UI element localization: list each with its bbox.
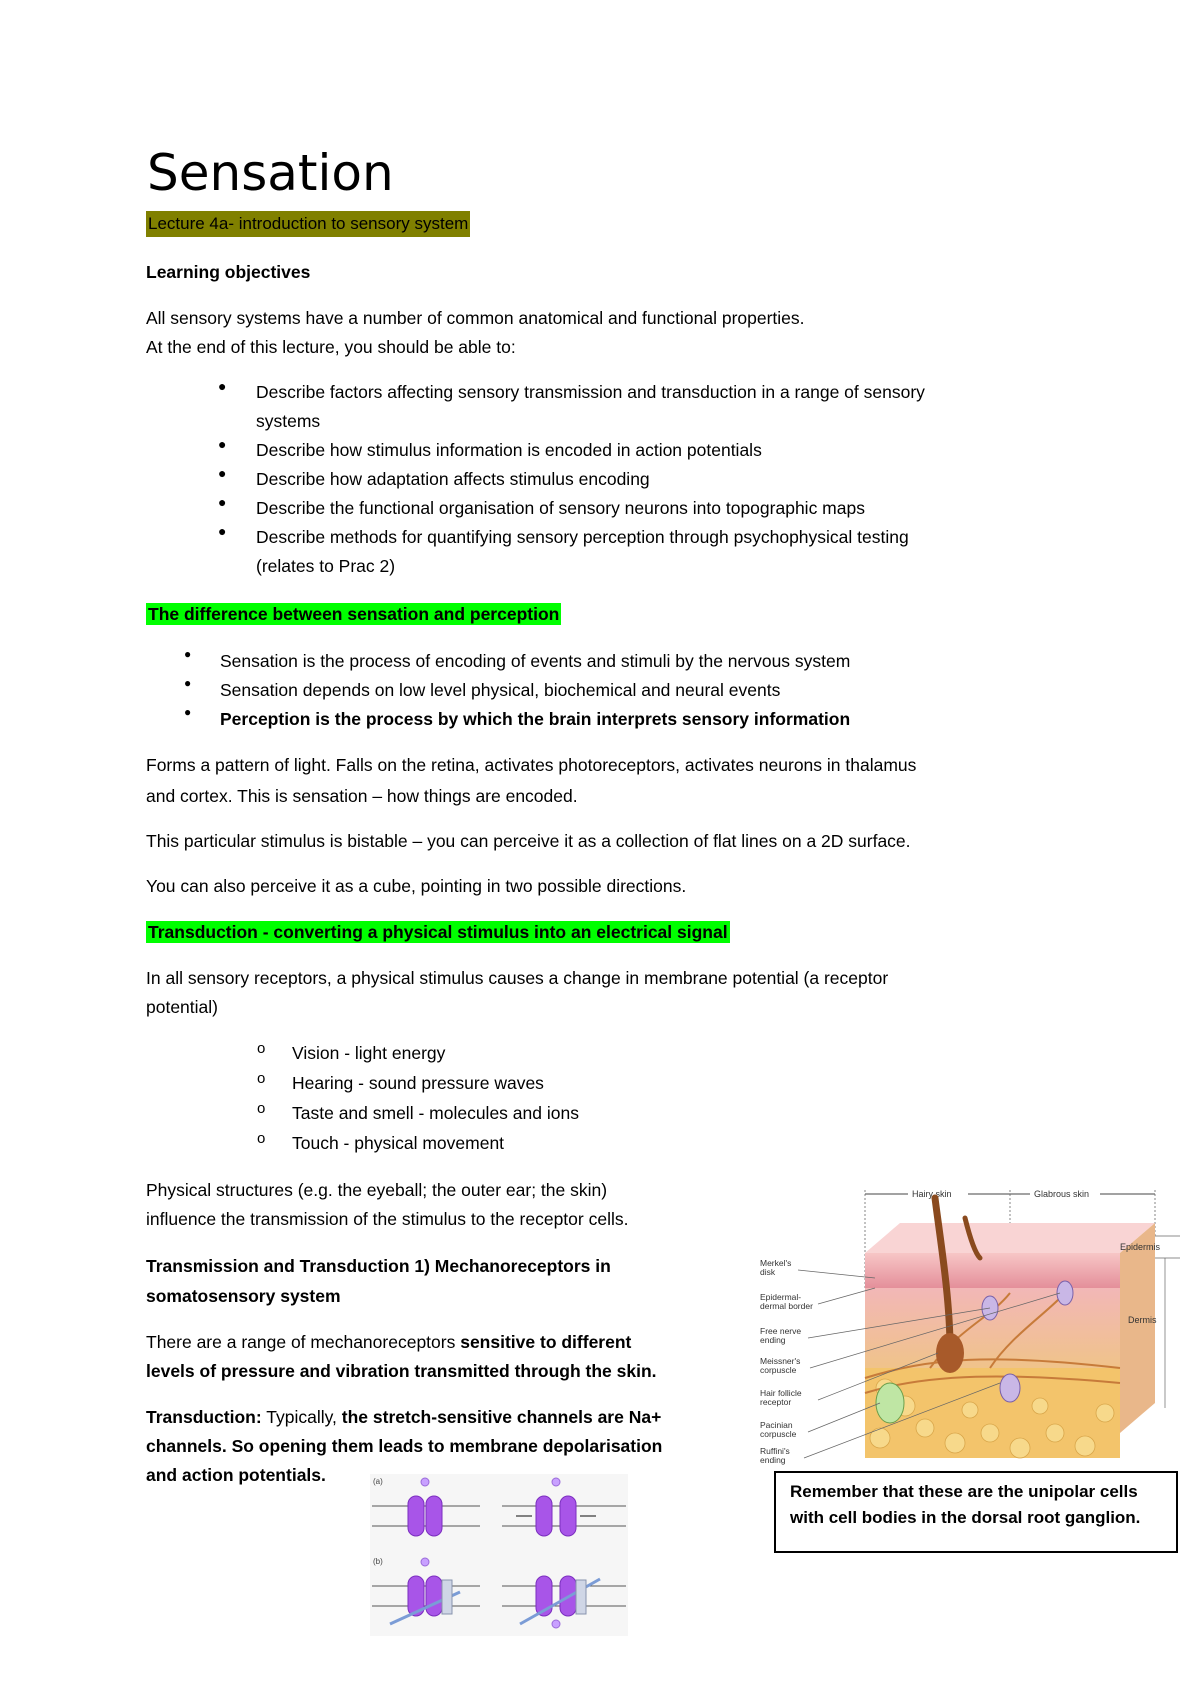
diagram-label: Hair follicle [760, 1388, 802, 1398]
paragraph-line: levels of pressure and vibration transmitted through the skin. [146, 1361, 657, 1381]
diagram-label: Epidermal- [760, 1292, 802, 1302]
list-item: Sensation is the process of encoding of events and stimuli by the nervous system [220, 651, 851, 671]
diagram-label: Epidermis [1120, 1242, 1161, 1252]
lecture-subtitle: Lecture 4a- introduction to sensory system [146, 211, 470, 237]
paragraph-line [146, 1403, 661, 1432]
diagram-label: Pacinian [760, 1420, 793, 1430]
diagram-label: receptor [760, 1397, 792, 1407]
objective-item-continuation: systems [256, 411, 321, 431]
objective-item: Describe factors affecting sensory transmission and transduction in a range of sensory [256, 382, 925, 402]
paragraph-line: potential) [146, 997, 218, 1017]
bullet-icon: ● [218, 436, 227, 452]
objective-item: Describe how adaptation affects stimulus encoding [256, 469, 650, 489]
diagram-label: Ruffini's [760, 1446, 790, 1456]
bullet-icon: ● [218, 465, 227, 481]
list-item: Perception is the process by which the brain interprets sensory information [220, 709, 851, 729]
objective-item: Describe the functional organisation of sensory neurons into topographic maps [256, 498, 865, 518]
objective-item: Describe methods for quantifying sensory perception through psychophysical testing [256, 527, 909, 547]
bullet-icon: ● [184, 705, 192, 719]
section-heading-mechanoreceptors-line2: somatosensory system [146, 1286, 341, 1306]
page-title: Sensation [147, 144, 394, 202]
bullet-icon: o [257, 1100, 266, 1117]
bullet-icon: ● [184, 647, 192, 661]
learning-objectives-heading: Learning objectives [146, 262, 311, 282]
diagram-label: corpuscle [760, 1429, 797, 1439]
diagram-label: corpuscle [760, 1365, 797, 1375]
paragraph-line: and action potentials. [146, 1465, 326, 1485]
bullet-icon: ● [218, 494, 227, 510]
diagram-label: Meissner's [760, 1356, 801, 1366]
transduction-label: Transduction: [146, 1407, 262, 1427]
paragraph: You can also perceive it as a cube, pointing in two possible directions. [146, 876, 687, 896]
diagram-label: Hairy skin [912, 1189, 952, 1199]
text-run-bold: the stretch-sensitive channels are Na+ [341, 1407, 662, 1427]
panel-label: (b) [373, 1557, 383, 1566]
diagram-label: Merkel's [760, 1258, 792, 1268]
diagram-label: Dermis [1128, 1315, 1157, 1325]
text-run-bold: sensitive to different [460, 1332, 632, 1352]
paragraph-line: and cortex. This is sensation – how things are encoded. [146, 786, 578, 806]
skin-mechanoreceptor-diagram [760, 1178, 1180, 1468]
paragraph-line: Physical structures (e.g. the eyeball; the outer ear; the skin) [146, 1180, 608, 1200]
paragraph-line: influence the transmission of the stimulus to the receptor cells. [146, 1209, 629, 1229]
section-heading-sensation-perception: The difference between sensation and perception [148, 604, 560, 624]
list-item: Vision - light energy [292, 1043, 446, 1063]
bullet-icon: o [257, 1040, 266, 1057]
list-item: Taste and smell - molecules and ions [292, 1103, 579, 1123]
paragraph: This particular stimulus is bistable – you can perceive it as a collection of flat lines on a 2D surface. [146, 831, 911, 851]
paragraph-line: channels. So opening them leads to membrane depolarisation [146, 1436, 663, 1456]
callout-box [774, 1471, 1178, 1553]
paragraph-line [146, 1328, 631, 1357]
panel-label: (a) [373, 1477, 383, 1486]
bullet-icon: o [257, 1070, 266, 1087]
intro-line-1: All sensory systems have a number of common anatomical and functional properties. [146, 308, 805, 328]
bullet-icon: ● [218, 378, 227, 394]
bullet-icon: ● [184, 676, 192, 690]
diagram-label: ending [760, 1455, 786, 1465]
diagram-label: dermal border [760, 1301, 813, 1311]
intro-line-2: At the end of this lecture, you should be able to: [146, 337, 516, 357]
text-run: Typically, [261, 1407, 342, 1427]
ion-channel-figure [370, 1474, 628, 1636]
callout-line: with cell bodies in the dorsal root ganglion. [790, 1508, 1141, 1527]
section-heading-mechanoreceptors: Transmission and Transduction 1) Mechanoreceptors in [146, 1256, 611, 1276]
list-item: Hearing - sound pressure waves [292, 1073, 544, 1093]
diagram-label: ending [760, 1335, 786, 1345]
text-run: There are a range of mechanoreceptors [146, 1332, 461, 1352]
diagram-label: disk [760, 1267, 776, 1277]
paragraph-line: In all sensory receptors, a physical stimulus causes a change in membrane potential (a receptor [146, 968, 889, 988]
objective-item: Describe how stimulus information is encoded in action potentials [256, 440, 762, 460]
diagram-label: Glabrous skin [1034, 1189, 1090, 1199]
paragraph-line: Forms a pattern of light. Falls on the retina, activates photoreceptors, activates neurons in thalamus [146, 755, 917, 775]
bullet-icon: ● [218, 523, 227, 539]
list-item: Touch - physical movement [292, 1133, 505, 1153]
list-item: Sensation depends on low level physical, biochemical and neural events [220, 680, 781, 700]
callout-line: Remember that these are the unipolar cells [790, 1482, 1138, 1501]
objective-item-continuation: (relates to Prac 2) [256, 556, 396, 576]
bullet-icon: o [257, 1130, 266, 1147]
section-heading-transduction: Transduction - converting a physical stimulus into an electrical signal [148, 922, 728, 942]
diagram-label: Free nerve [760, 1326, 802, 1336]
